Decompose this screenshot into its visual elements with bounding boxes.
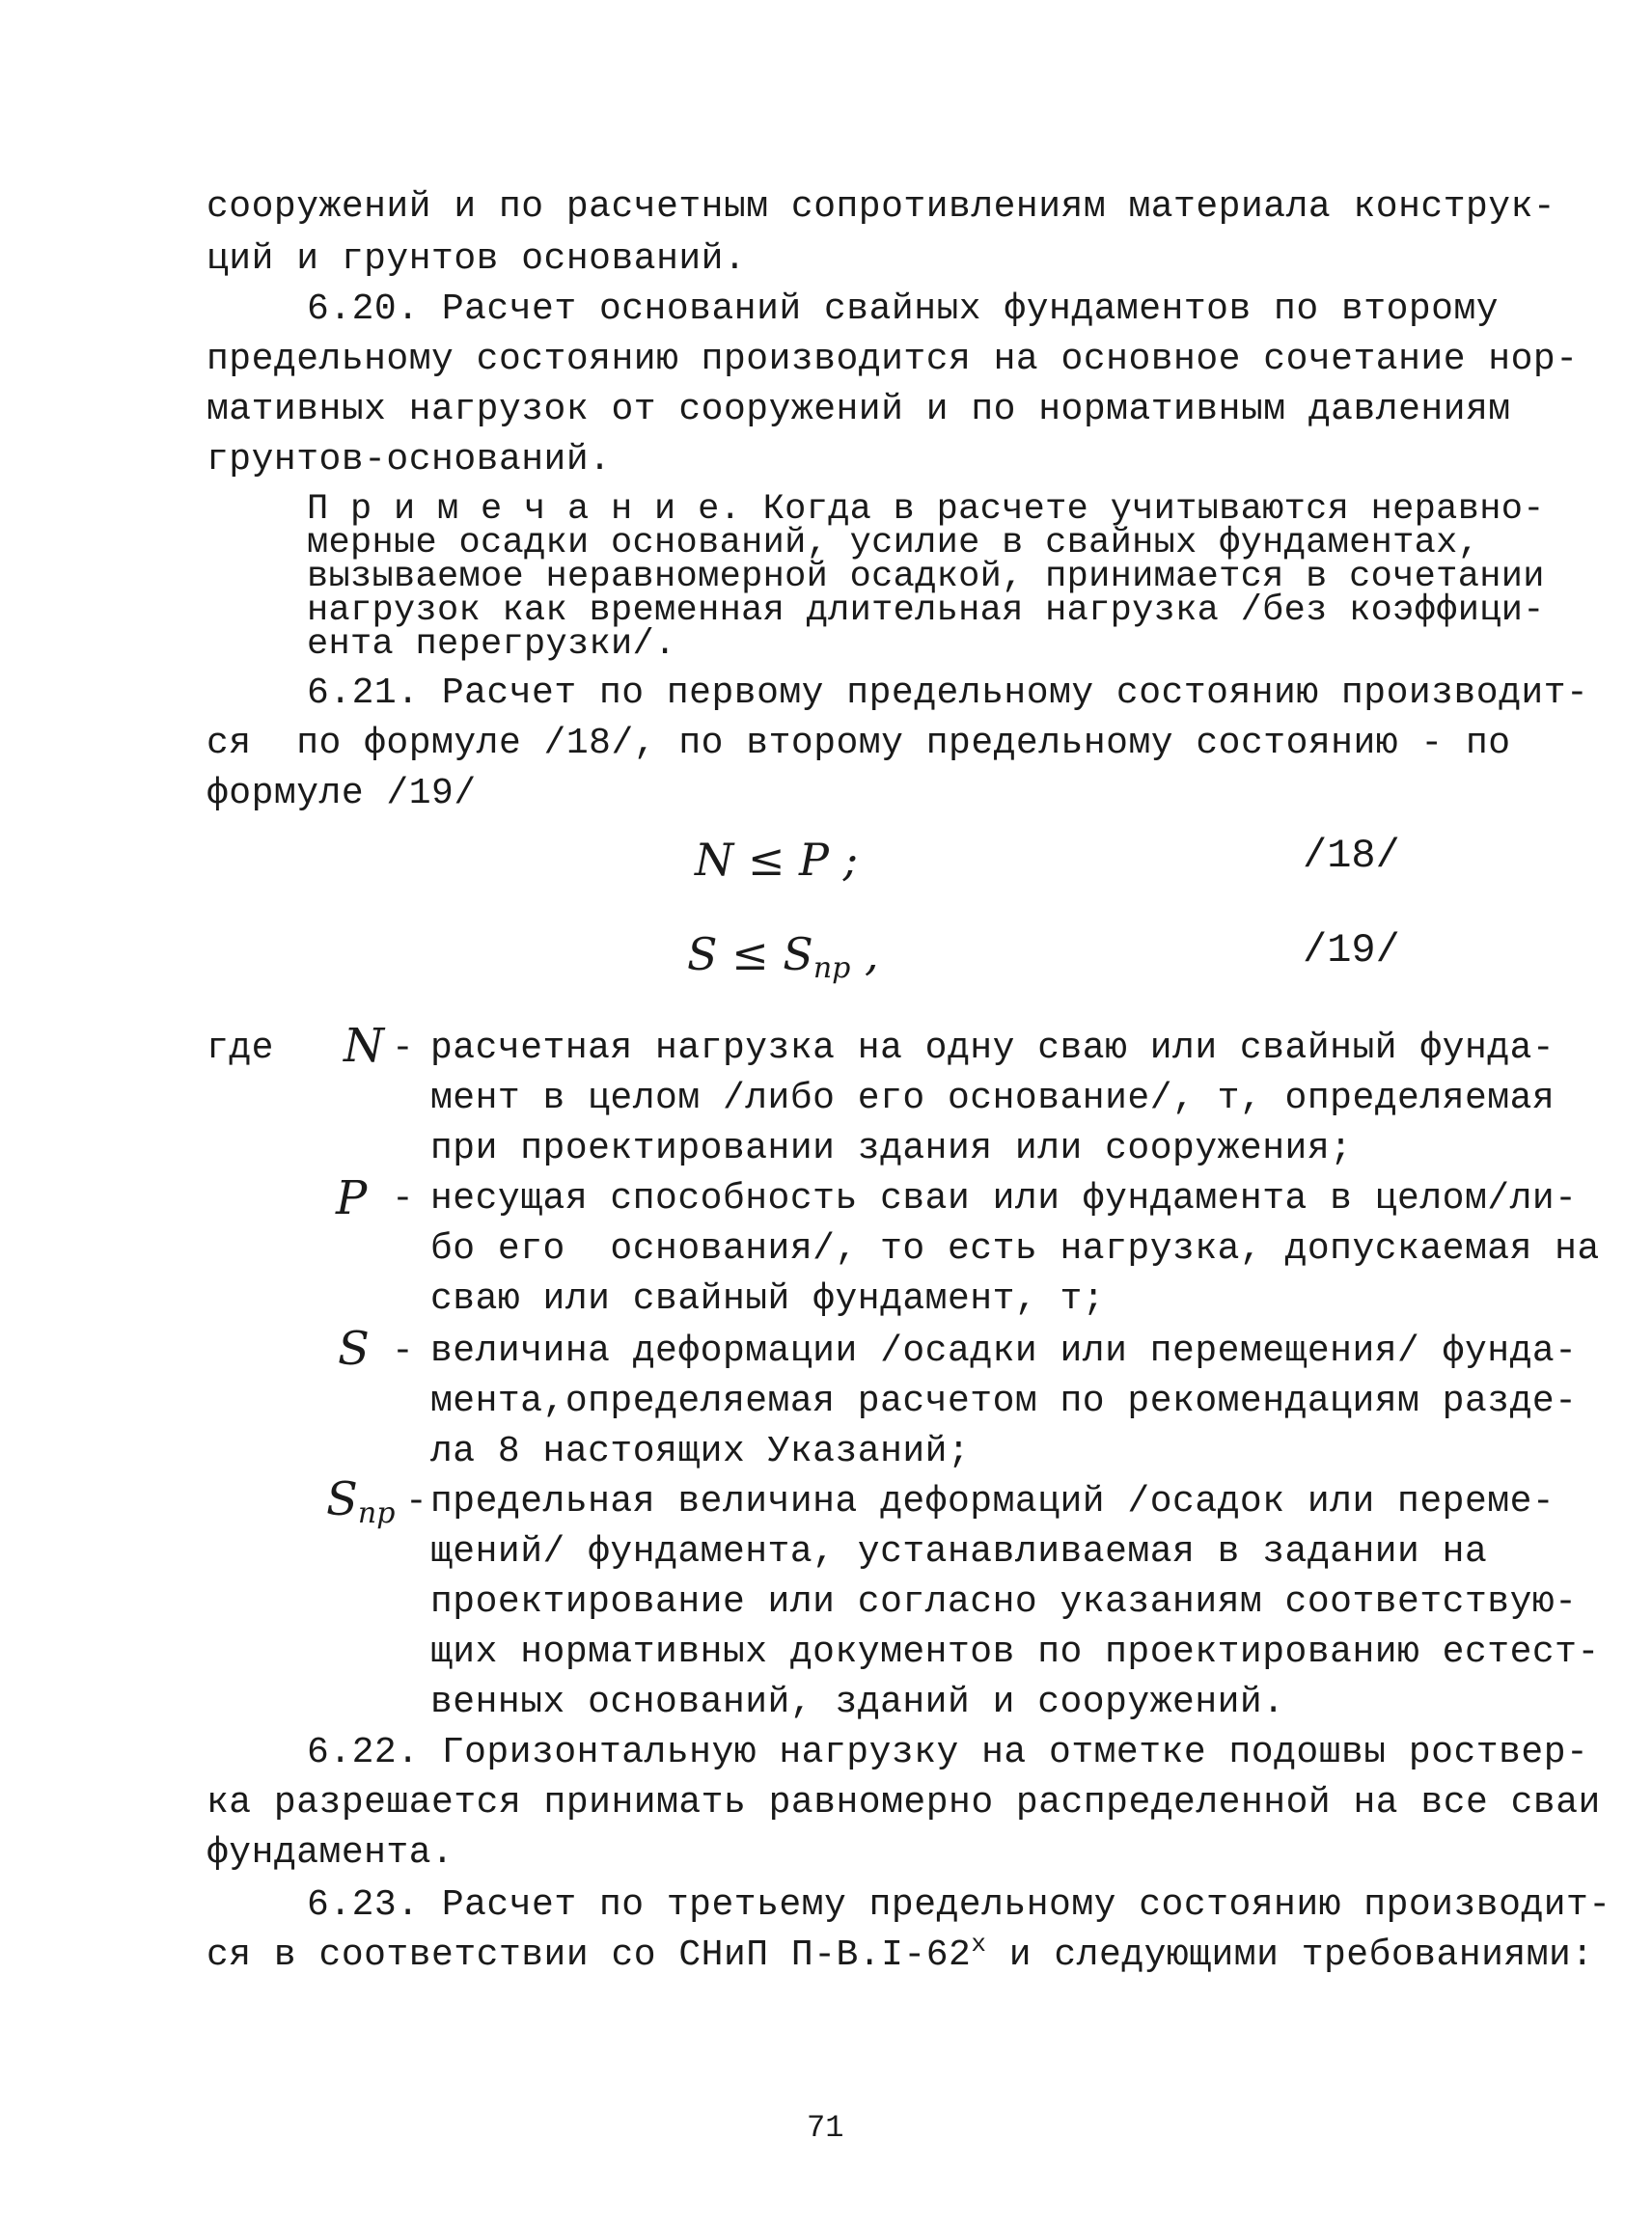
- p622-line-1: 6.22. Горизонтальную нагрузку на отметке подошвы роствер-: [307, 1732, 1589, 1773]
- formula-19: S ≤ Sпр ,: [687, 928, 879, 985]
- p622-line-2: ка разрешается принимать равномерно распределенной на все сваи: [206, 1782, 1601, 1824]
- s-def-line-3: ла 8 настоящих Указаний;: [430, 1431, 971, 1472]
- symbol-p: P: [336, 1171, 368, 1225]
- note-line-3: вызываемое неравномерной осадкой, принимается в сочетании: [307, 557, 1545, 597]
- p623-line-2: ся в соответствии со СНиП $П-В.I-62^х$ и следующими требованиями:: [206, 1930, 1594, 1976]
- dash-s: -: [392, 1330, 414, 1372]
- note-line-5: ента перегрузки/.: [307, 624, 676, 665]
- s-def-line-2: мента,определяемая расчетом по рекомендациям разде-: [430, 1381, 1578, 1422]
- where-label: где: [206, 1028, 274, 1069]
- p623-superscript: х: [971, 1930, 987, 1959]
- p-def-line-1: несущая способность сваи или фундамента в целом/ли-: [430, 1178, 1578, 1220]
- p623-line-1: 6.23. Расчет по третьему предельному состоянию производит-: [307, 1884, 1611, 1926]
- n-def-line-2: мент в целом /либо его основание/, т, определяемая: [430, 1078, 1556, 1119]
- spr-def-line-3: проектирование или согласно указаниям соответствую-: [430, 1581, 1578, 1623]
- note-line-2: мерные осадки оснований, усилие в свайных фундаментах,: [307, 523, 1480, 563]
- p621-line-3: формуле /19/: [206, 773, 477, 814]
- dash-p: -: [392, 1178, 414, 1220]
- symbol-s-pr: Sпр: [326, 1472, 396, 1530]
- formula-18: N ≤ P ;: [695, 834, 859, 886]
- formula-19-number: /19/: [1303, 927, 1400, 974]
- p620-line-3: мативных нагрузок от сооружений и по нормативным давлениям: [206, 389, 1511, 430]
- note-line-1: П р и м е ч а н и е. Когда в расчете учитываются неравно-: [307, 489, 1545, 530]
- p620-line-1: 6.20. Расчет оснований свайных фундаментов по второму: [307, 288, 1500, 330]
- n-def-line-1: расчетная нагрузка на одну сваю или свайный фунда-: [430, 1028, 1556, 1069]
- symbol-s: S: [338, 1322, 370, 1376]
- p620-line-4: грунтов-оснований.: [206, 439, 612, 480]
- p621-line-1: 6.21. Расчет по первому предельному состоянию производит-: [307, 672, 1589, 714]
- p620-line-2: предельному состоянию производится на основное сочетание нор-: [206, 339, 1579, 380]
- symbol-n: N: [344, 1019, 384, 1073]
- spr-def-line-1: предельная величина деформаций /осадок или переме-: [430, 1481, 1556, 1522]
- p621-line-2: ся по формуле /18/, по второму предельному состоянию - по: [206, 723, 1511, 764]
- spr-def-line-5: венных оснований, зданий и сооружений.: [430, 1682, 1285, 1723]
- p-def-line-3: сваю или свайный фундамент, т;: [430, 1278, 1106, 1320]
- p622-line-3: фундамента.: [206, 1832, 454, 1874]
- formula-18-number: /18/: [1303, 833, 1400, 879]
- note-line-4: нагрузок как временная длительная нагрузка /без коэффици-: [307, 590, 1545, 631]
- p-def-line-2: бо его основания/, то есть нагрузка, допускаемая на: [430, 1228, 1600, 1270]
- page-number: 71: [807, 2110, 844, 2146]
- intro-line-2: ций и грунтов оснований.: [206, 238, 747, 280]
- intro-line-1: сооружений и по расчетным сопротивлениям материала конструк-: [206, 186, 1556, 228]
- spr-def-line-4: щих нормативных документов по проектированию естест-: [430, 1632, 1600, 1673]
- spr-def-line-2: щений/ фундамента, устанавливаемая в задании на: [430, 1531, 1488, 1573]
- dash-n: -: [392, 1028, 414, 1069]
- dash-s-pr: -: [405, 1481, 427, 1522]
- s-def-line-1: величина деформации /осадки или перемещения/ фунда-: [430, 1330, 1578, 1372]
- n-def-line-3: при проектировании здания или сооружения;: [430, 1128, 1353, 1169]
